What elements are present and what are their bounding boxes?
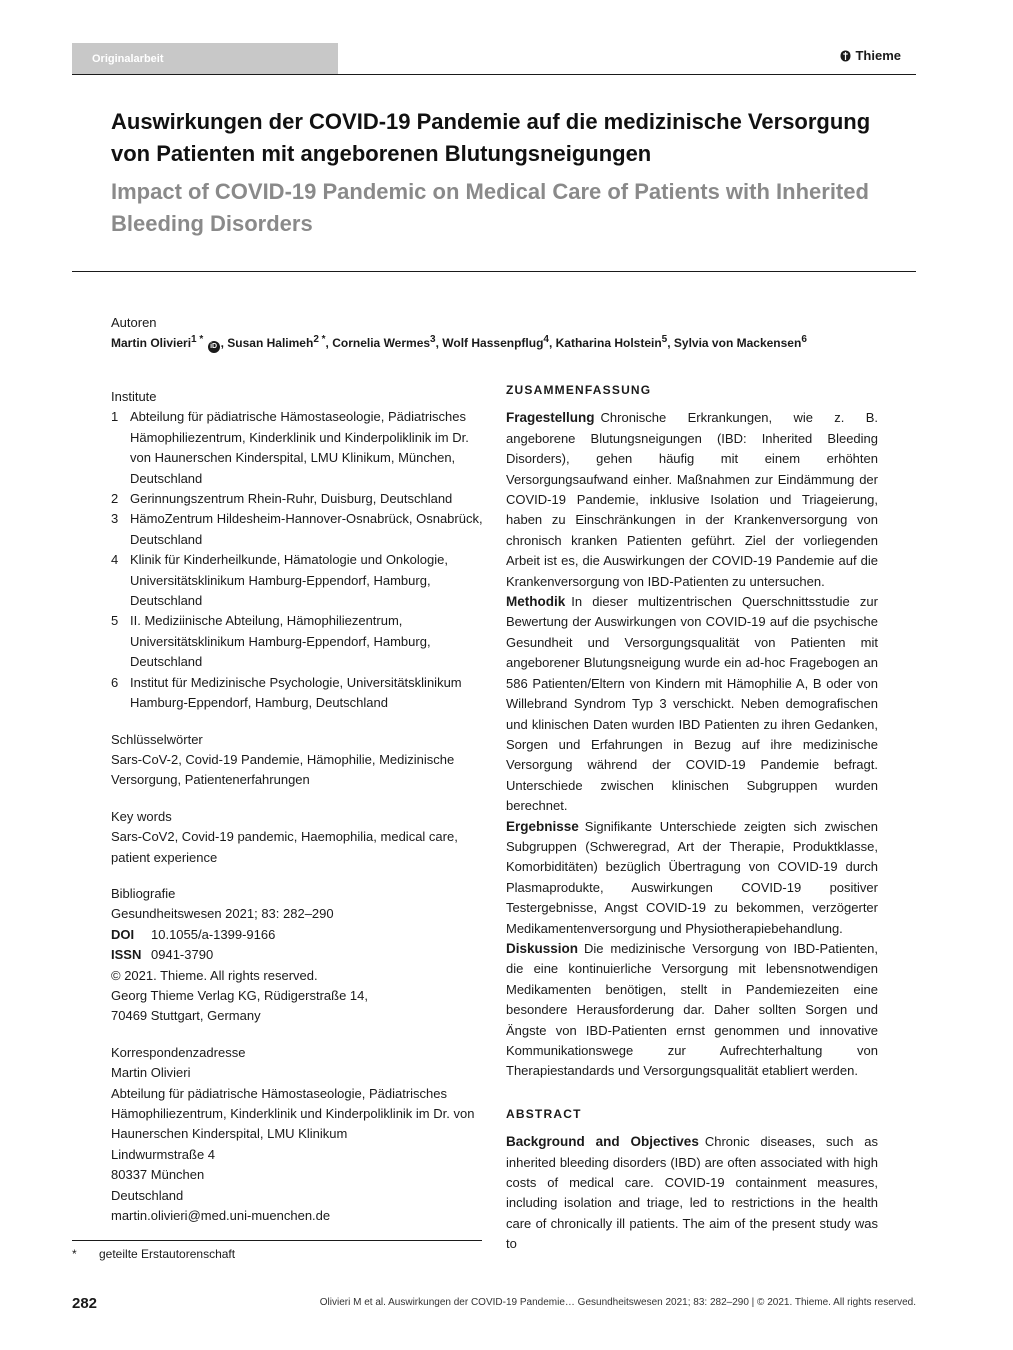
doi-line bbox=[111, 925, 486, 945]
institute-text: Gerinnungszentrum Rhein-Ruhr, Duisburg, Deutschland bbox=[130, 491, 453, 507]
author-affiliation: 2 * bbox=[313, 334, 326, 345]
institute-number: 4 bbox=[111, 552, 119, 568]
institute-item bbox=[111, 407, 486, 489]
institutes-label: Institute bbox=[111, 389, 157, 404]
zusammenfassung-fragestellung bbox=[506, 408, 878, 592]
author-affiliation: 5 bbox=[661, 334, 668, 345]
institute-number: 1 bbox=[111, 409, 119, 425]
copyright: © 2021. Thieme. All rights reserved. bbox=[111, 967, 318, 983]
section-lead: Background and Objectives bbox=[506, 1134, 699, 1150]
institute-number: 3 bbox=[111, 511, 119, 527]
institute-number: 6 bbox=[111, 674, 119, 690]
bibliography-block bbox=[111, 884, 486, 1027]
author-name: Sylvia von Mackensen bbox=[673, 336, 802, 350]
zusammenfassung-heading: ZUSAMMENFASSUNG bbox=[506, 383, 652, 397]
section-lead: Diskussion bbox=[506, 940, 579, 956]
abstract-heading: ABSTRACT bbox=[506, 1106, 582, 1121]
footnote-mark: * bbox=[72, 1247, 77, 1261]
issn-line bbox=[111, 945, 486, 965]
title-rule bbox=[72, 271, 916, 272]
keywords-en-label: Key words bbox=[111, 808, 172, 824]
correspondence-affiliation: Abteilung für pädiatrische Hämostaseologie, Pädiatrisches Hämophiliezentrum, Kinderklinik und Kinderpoliklinik im Dr. von Haunerschen Kinderspital, LMU Klinikum bbox=[111, 1085, 475, 1142]
institute-text: Klinik für Kinderheilkunde, Hämatologie und Onkologie, Universitätsklinikum Hamburg-Eppendorf, Hamburg, Deutschland bbox=[130, 552, 448, 609]
section-text: In dieser multizentrischen Querschnittsstudie zur Bewertung der Auswirkungen von COVID-19 auf die psychische Gesundheit und Versorgungsqualität von Patienten mit angeborener Blutungsneigung wurde ein ad-hoc Fragebogen an 586 Patienten/Eltern von Kindern mit Hämophilie A, B oder von Willebrand Syndrom Typ 3 verschickt. Neben demografischen und klinischen Daten wurden IBD Patienten zu ihren Gedanken, Sorgen und Erfahrungen in Bezug auf ihre medizinische Versorgung während der COVID-19 Pandemie befragt. Unterschiede zwischen klinischen Subgruppen wurden berechnet. bbox=[506, 594, 878, 814]
issn-label: ISSN bbox=[111, 947, 142, 963]
publisher-address-1: Georg Thieme Verlag KG, Rüdigerstraße 14, bbox=[111, 987, 368, 1003]
author-affiliation: 3 bbox=[430, 334, 436, 345]
footnote bbox=[72, 1247, 235, 1261]
institute-item bbox=[111, 673, 486, 714]
footnote-rule bbox=[72, 1240, 482, 1241]
institute-text: II. Mediziinische Abteilung, Hämophiliezentrum, Universitätsklinikum Hamburg-Eppendorf, Hamburg, Deutschland bbox=[130, 613, 431, 670]
publisher-logo bbox=[840, 48, 901, 63]
section-text: Die medizinische Versorgung von IBD-Patienten, die eine kontinuierliche Versorgung mit lebensnotwendigen Medikamenten benötigen, stellt in Pandemiezeiten eine besondere Herausforderung dar. Daher sollten Sorgen und Ängste von IBD-Patienten ernst genommen und innovative Kommunikationswege zur Aufrechterhaltung von Therapiestandards und Versorgungsqualität etabliert werden. bbox=[506, 940, 878, 1079]
section-lead: Ergebnisse bbox=[506, 818, 579, 834]
correspondence-name: Martin Olivieri bbox=[111, 1065, 191, 1081]
author-affiliation: 1 * bbox=[191, 334, 204, 345]
zusammenfassung-diskussion bbox=[506, 939, 878, 1082]
authors-line: Martin Olivieri$^{1 *}$ iD , Susan Halimeh$^{2 *}$, Cornelia Wermes$^3$, Wolf Hassenpflug$^4$, Katharina Holstein$^5$, Sylvia von Mackensen$^6$ bbox=[111, 334, 911, 353]
author-name: Martin Olivieri bbox=[111, 336, 192, 350]
keywords-de-block bbox=[111, 730, 486, 791]
institute-number: 5 bbox=[111, 613, 119, 629]
keywords-de-text: Sars-CoV-2, Covid-19 Pandemie, Hämophilie, Medizinische Versorgung, Patientenerfahrungen bbox=[111, 751, 455, 788]
keywords-en-block bbox=[111, 807, 486, 868]
institute-item bbox=[111, 550, 486, 611]
institute-item bbox=[111, 489, 486, 509]
correspondence-city: 80337 München bbox=[111, 1167, 205, 1183]
institute-number: 2 bbox=[111, 491, 119, 507]
title-german: Auswirkungen der COVID-19 Pandemie auf die medizinische Versorgung von Patienten mit angeborenen Blutungsneigungen bbox=[111, 109, 871, 166]
institute-item bbox=[111, 509, 486, 550]
citation: Gesundheitswesen 2021; 83: 282–290 bbox=[111, 906, 334, 922]
author-name: Susan Halimeh bbox=[227, 336, 314, 350]
zusammenfassung-methodik bbox=[506, 592, 878, 816]
publisher-address-2: 70469 Stuttgart, Germany bbox=[111, 1008, 261, 1024]
abstract-background bbox=[506, 1132, 878, 1254]
author-name: Katharina Holstein bbox=[555, 336, 662, 350]
authors-label: Autoren bbox=[111, 315, 157, 330]
institute-item bbox=[111, 611, 486, 672]
institutes-list bbox=[111, 407, 486, 713]
doi-label: DOI bbox=[111, 926, 135, 942]
zusammenfassung-ergebnisse bbox=[506, 817, 878, 939]
orcid-icon[interactable]: iD bbox=[208, 341, 220, 353]
footnote-text: geteilte Erstautorenschaft bbox=[99, 1247, 236, 1261]
issn-value: 0941-3790 bbox=[151, 947, 214, 963]
institute-text: Institut für Medizinische Psychologie, Universitätsklinikum Hamburg-Eppendorf, Hamburg, Deutschland bbox=[130, 674, 462, 711]
publisher-name: Thieme bbox=[855, 48, 901, 63]
section-text: Chronic diseases, such as inherited bleeding disorders (IBD) are often associated with high costs of medical care. COVID-19 containment measures, including isolation and triage, led to restrictions in the health care of chronically ill patients. The aim of the present study was to bbox=[506, 1134, 878, 1252]
page-number: 282 bbox=[72, 1295, 98, 1312]
correspondence-block bbox=[111, 1043, 486, 1227]
section-tag: Originalarbeit bbox=[72, 43, 338, 75]
section-lead: Methodik bbox=[506, 594, 566, 610]
abstract-column bbox=[506, 380, 878, 1255]
thieme-logo-icon bbox=[840, 50, 851, 62]
section-text: Chronische Erkrankungen, wie z. B. angeborene Blutungsneigungen (IBD: Inherited Bleeding Disorders), gehen häufig mit einem erhöhten Versorgungsaufwand einher. Maßnahmen zur Eindämmung der COVID-19 Pandemie, inklusive Isolation und Triageierung, haben zu Einschränkungen in der Krankenversorgung von chronisch kranken Patienten geführt. Ziel der vorliegenden Arbeit ist es, die Auswirkungen der COVID-19 Pandemie auf die Krankenversorgung von IBD-Patienten zu untersuchen. bbox=[506, 410, 878, 589]
institute-text: Abteilung für pädiatrische Hämostaseologie, Pädiatrisches Hämophiliezentrum, Kinderklinik und Kinderpoliklinik im Dr. von Haunerschen Kinderspital, LMU Klinikum, München, Deutschland bbox=[130, 409, 469, 486]
correspondence-country: Deutschland bbox=[111, 1187, 184, 1203]
correspondence-label: Korrespondenzadresse bbox=[111, 1044, 246, 1060]
section-lead: Fragestellung bbox=[506, 410, 595, 426]
doi-link[interactable]: 10.1055/a-1399-9166 bbox=[151, 926, 276, 942]
section-text: Signifikante Unterschiede zeigten sich zwischen Subgruppen (Schweregrad, Art der Therapie, Produktklasse, Komorbiditäten) bezüglich Übertragung von COVID-19 durch Plasmaprodukte, Auswirkungen COVID-19 positiver Testergebnisse, Angst COVID-19 zu bekommen, verzögerter Medikamentenversorgung und Physiotherapiebehandlung. bbox=[506, 818, 878, 936]
metadata-column bbox=[111, 387, 486, 1226]
running-footer: Olivieri M et al. Auswirkungen der COVID-19 Pandemie… Gesundheitswesen 2021; 83: 282–290 | © 2021. Thieme. All rights reserved. bbox=[319, 1297, 916, 1308]
header-rule bbox=[72, 74, 916, 75]
author-name: Cornelia Wermes bbox=[332, 336, 431, 350]
author-name: Wolf Hassenpflug bbox=[442, 336, 544, 350]
bibliography-label: Bibliografie bbox=[111, 885, 176, 901]
author-affiliation: 4 bbox=[543, 334, 549, 345]
keywords-en-text: Sars-CoV2, Covid-19 pandemic, Haemophilia, medical care, patient experience bbox=[111, 829, 458, 865]
author-affiliation: 6 bbox=[801, 334, 807, 345]
keywords-de-label: Schlüsselwörter bbox=[111, 731, 203, 747]
title-english: Impact of COVID-19 Pandemic on Medical Care of Patients with Inherited Bleeding Disorders bbox=[111, 179, 869, 236]
institute-text: HämoZentrum Hildesheim-Hannover-Osnabrück, Osnabrück, Deutschland bbox=[130, 511, 483, 547]
correspondence-street: Lindwurmstraße 4 bbox=[111, 1146, 216, 1162]
correspondence-email[interactable]: martin.olivieri@med.uni-muenchen.de bbox=[111, 1208, 331, 1224]
